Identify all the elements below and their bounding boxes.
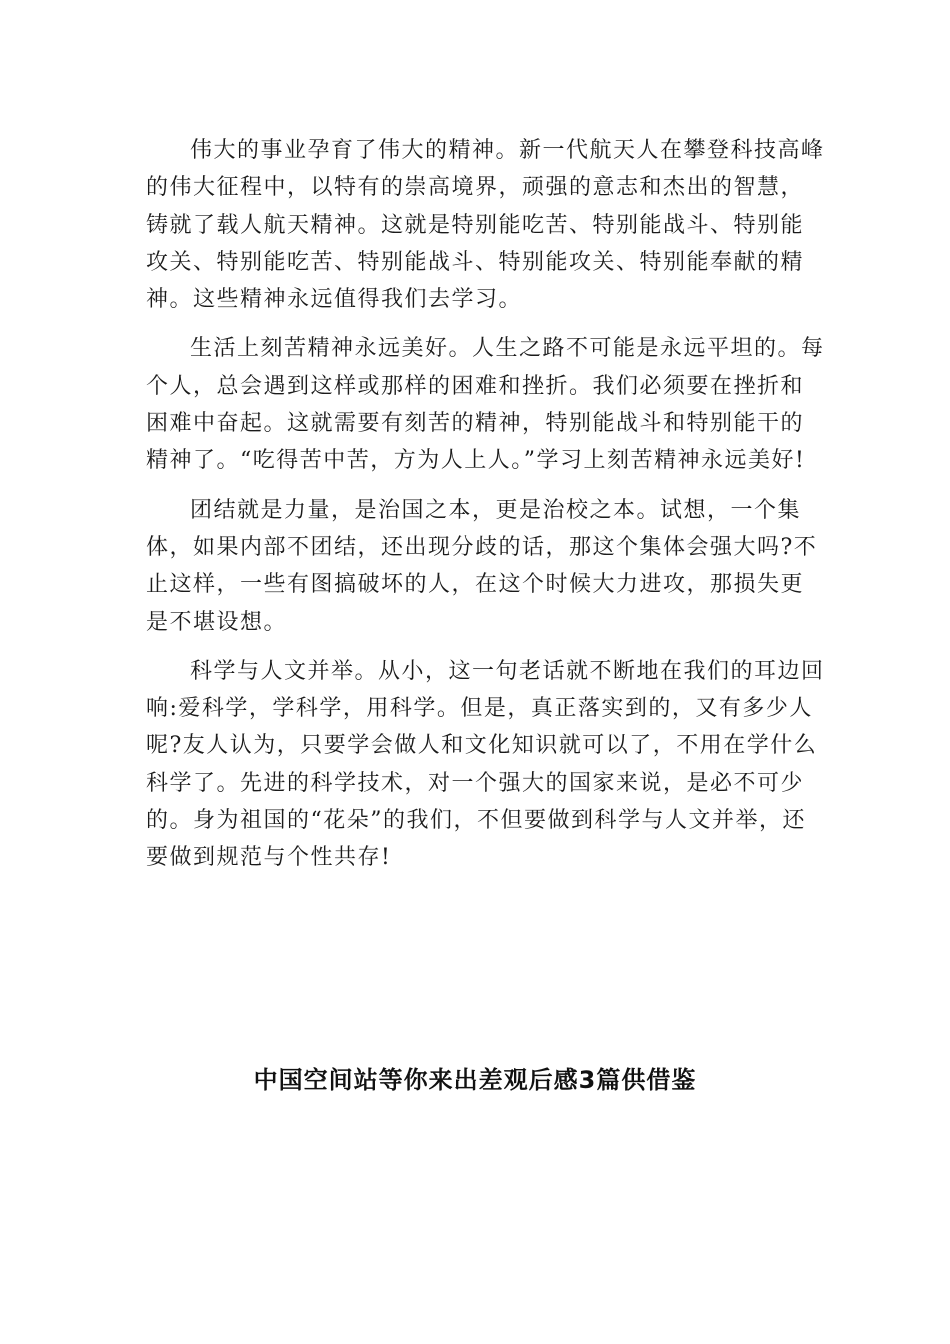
paragraph-4: 科学与人文并举。从小，这一句老话就不断地在我们的耳边回响:爱科学，学科学，用科学。但是，真正落实到的，又有多少人呢?友人认为，只要学会做人和文化知识就可以了，不用在学什么科学了。先进的科学技术，对一个强大的国家来说，是必不可少的。身为祖国的“花朵”的我们，不但要做到科学与人文并举，还要做到规范与个性共存! <box>146 658 825 871</box>
paragraph-1: 伟大的事业孕育了伟大的精神。新一代航天人在攀登科技高峰的伟大征程中，以特有的崇高境界，顽强的意志和杰出的智慧，铸就了载人航天精神。这就是特别能吃苦、特别能战斗、特别能攻关、特别能吃苦、特别能战斗、特别能攻关、特别能奉献的精神。这些精神永远值得我们去学习。 <box>146 138 825 313</box>
paragraph-3: 团结就是力量，是治国之本，更是治校之本。试想，一个集体，如果内部不团结，还出现分歧的话，那这个集体会强大吗?不止这样，一些有图搞破坏的人，在这个时候大力进攻，那损失更是不堪设想。 <box>146 497 818 635</box>
paragraph-2: 生活上刻苦精神永远美好。人生之路不可能是永远平坦的。每个人，总会遇到这样或那样的困难和挫折。我们必须要在挫折和困难中奋起。这就需要有刻苦的精神，特别能战斗和特别能干的精神了。“吃得苦中苦，方为人上人。”学习上刻苦精神永远美好! <box>146 336 825 474</box>
section-title: 中国空间站等你来出差观后感3篇供借鉴 <box>253 1066 697 1094</box>
document-body <box>146 132 826 889</box>
